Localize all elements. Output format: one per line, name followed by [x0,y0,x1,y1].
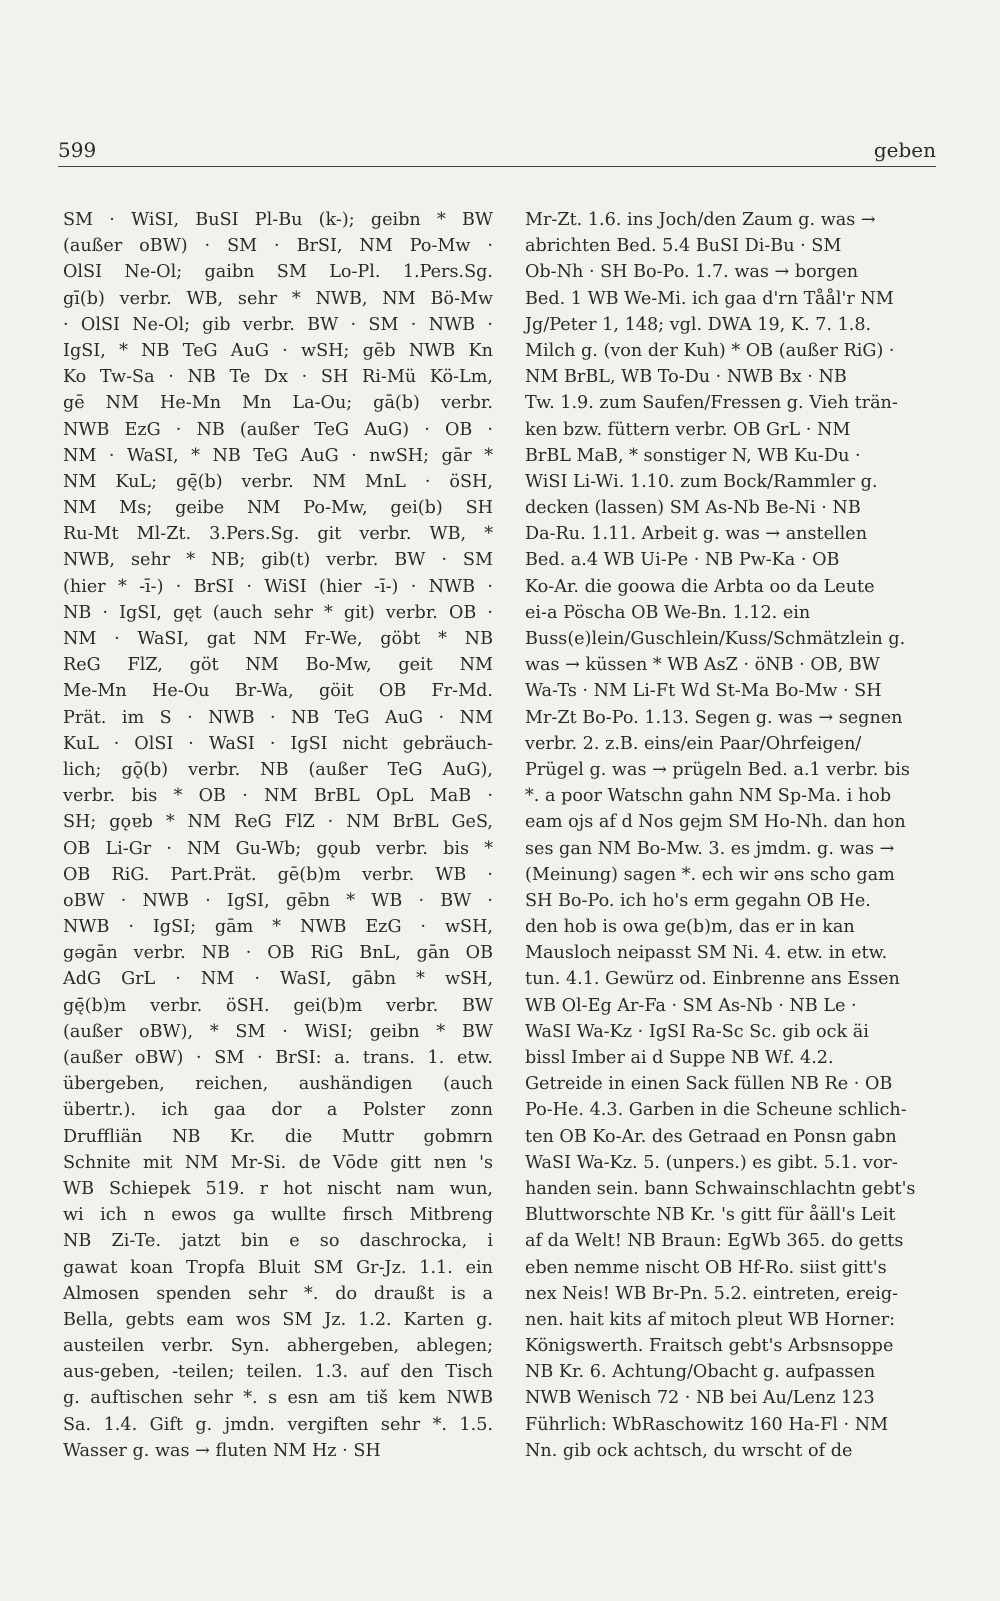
right-column-line: ei-a Pöscha OB We-Bn. 1.12. ein [525,602,811,623]
right-column-line: Prügel g. was → prügeln Bed. a.1 verbr. bis [525,759,910,780]
left-column-line: NM Ms; geibe NM Po-Mw, gei(b) SH [63,498,493,519]
left-column-line: gę̄(b)m verbr. öSH. gei(b)m verbr. BW [63,995,493,1016]
right-column-line: Milch g. (von der Kuh) * OB (außer RiG) · [525,340,895,361]
left-column-line: NWB EzG · NB (außer TeG AuG) · OB · [63,419,493,440]
left-column-line: OB RiG. Part.Prät. gē(b)m verbr. WB · [63,864,493,885]
left-column-line: OB Li-Gr · NM Gu-Wb; gǫub verbr. bis * [63,838,493,859]
left-column-line: verbr. bis * OB · NM BrBL OpL MaB · [63,786,493,807]
left-column-line: oBW · NWB · IgSI, gēbn * WB · BW · [63,890,493,911]
right-column-line: ses gan NM Bo-Mw. 3. es jmdm. g. was → [525,838,895,859]
left-column-line: NM · WaSI, * NB TeG AuG · nwSH; gār * [63,445,493,466]
left-column-line: austeilen verbr. Syn. abhergeben, ablegen; [63,1336,493,1357]
left-column-line: (außer oBW) · SM · BrSI: a. trans. 1. etw. [63,1048,493,1068]
right-column-line: BrBL MaB, * sonstiger N, WB Ku-Du · [525,445,861,466]
running-head: geben [873,138,936,162]
right-column-line: nex Neis! WB Br-Pn. 5.2. eintreten, ereig- [525,1283,899,1304]
left-column-line: KuL · OlSI · WaSI · IgSI nicht gebräuch- [63,733,493,754]
right-column-line: den hob is owa ge(b)m, das er in kan [525,917,855,938]
right-column-line: was → küssen * WB AsZ · öNB · OB, BW [525,655,880,676]
right-column-line: Mr-Zt. 1.6. ins Joch/den Zaum g. was → [525,210,876,230]
left-column-line: Me-Mn He-Ou Br-Wa, göit OB Fr-Md. [63,681,493,702]
left-column-line: Ru-Mt Ml-Zt. 3.Pers.Sg. git verbr. WB, * [63,524,493,545]
right-column [525,207,955,1464]
right-column-line: *. a poor Watschn gahn NM Sp-Ma. i hob [525,786,892,807]
left-column-line: übertr.). ich gaa dor a Polster zonn [63,1100,493,1121]
left-column-line: NM · WaSI, gat NM Fr-We, göbt * NB [63,629,493,649]
right-column-line: Wa-Ts · NM Li-Ft Wd St-Ma Bo-Mw · SH [525,681,882,702]
left-column-line: gē NM He-Mn Mn La-Ou; gā(b) verbr. [63,393,493,414]
right-column-line: tun. 4.1. Gewürz od. Einbrenne ans Essen [525,969,900,990]
right-column-line: verbr. 2. z.B. eins/ein Paar/Ohrfeigen/ [525,733,862,754]
left-column-line: gī(b) verbr. WB, sehr * NWB, NM Bö-Mw [63,288,493,309]
left-column-line: Druffliän NB Kr. die Muttr gobmrn [63,1126,493,1147]
left-column-line: SM · WiSI, BuSI Pl-Bu (k-); geibn * BW [63,210,493,230]
right-column-line: Bed. 1 WB We-Mi. ich gaa d'rn Tåål'r NM [525,288,894,309]
right-column-line: Mausloch neipasst SM Ni. 4. etw. in etw. [525,943,888,964]
left-column-line: NB · IgSI, gęt (auch sehr * git) verbr. OB · [63,602,493,623]
right-column-line: Po-He. 4.3. Garben in die Scheune schlich- [525,1100,907,1121]
left-column-line: NB Zi-Te. jatzt bin e so daschrocka, i [63,1231,493,1252]
right-column-line: eben nemme nischt OB Hf-Ro. siist gitt's [525,1257,887,1278]
right-column-line: eam ojs af d Nos gejm SM Ho-Nh. dan hon [525,812,906,833]
left-column-line: (außer oBW) · SM · BrSI, NM Po-Mw · [63,236,493,257]
right-column-line: af da Welt! NB Braun: EgWb 365. do getts [525,1231,904,1252]
left-column-line: Schnite mit NM Mr-Si. dɐ Vōdɐ gitt nɐn 's [63,1152,493,1173]
left-column-line: AdG GrL · NM · WaSI, gābn * wSH, [63,969,493,990]
left-column-line: (außer oBW), * SM · WiSI; geibn * BW [63,1021,493,1042]
right-column-line: Jg/Peter 1, 148; vgl. DWA 19, K. 7. 1.8. [525,314,872,335]
left-column [63,207,493,1464]
page-number: 599 [58,138,97,162]
right-column-line: SH Bo-Po. ich ho's erm gegahn OB He. [525,890,871,911]
left-column-line: Sa. 1.4. Gift g. jmdn. vergiften sehr *. 1.5. [63,1414,493,1435]
left-column-line: NWB, sehr * NB; gib(t) verbr. BW · SM [63,550,493,571]
left-column-line: IgSI, * NB TeG AuG · wSH; gēb NWB Kn [63,340,493,361]
left-column-line: Wasser g. was → fluten NM Hz · SH [63,1440,381,1461]
left-column-line: übergeben, reichen, aushändigen (auch [63,1074,493,1095]
right-column-line: handen sein. bann Schwainschlachtn gebt's [525,1178,916,1199]
right-column-line: WiSI Li-Wi. 1.10. zum Bock/Rammler g. [525,471,878,492]
right-column-line: Ob-Nh · SH Bo-Po. 1.7. was → borgen [525,262,859,283]
right-column-line: abrichten Bed. 5.4 BuSI Di-Bu · SM [525,236,842,257]
right-column-line: Bluttworschte NB Kr. 's gitt für åäll's Leit [525,1205,896,1226]
page-header [58,138,936,168]
left-column-line: g. auftischen sehr *. s esn am tiš kem NWB [63,1388,493,1409]
left-column-line: Ko Tw-Sa · NB Te Dx · SH Ri-Mü Kö-Lm, [63,367,493,388]
left-column-line: gawat koan Tropfa Bluit SM Gr-Jz. 1.1. ein [63,1257,493,1278]
right-column-line: ken bzw. füttern verbr. OB GrL · NM [525,419,851,440]
right-column-line: Getreide in einen Sack füllen NB Re · OB [525,1074,893,1095]
right-column-line: bissl Imber ai d Suppe NB Wf. 4.2. [525,1048,834,1068]
right-column-line: NB Kr. 6. Achtung/Obacht g. aufpassen [525,1362,876,1383]
left-column-line: ReG FlZ, göt NM Bo-Mw, geit NM [63,655,493,676]
left-column-line: NM KuL; gę̄(b) verbr. NM MnL · öSH, [63,471,493,492]
right-column-line: Nn. gib ock achtsch, du wrscht of de [525,1440,853,1461]
left-column-line: NWB · IgSI; gām * NWB EzG · wSH, [63,917,493,938]
right-column-line: Da-Ru. 1.11. Arbeit g. was → anstellen [525,524,868,545]
left-column-line: OlSI Ne-Ol; gaibn SM Lo-Pl. 1.Pers.Sg. [63,262,493,283]
right-column-line: Bed. a.4 WB Ui-Pe · NB Pw-Ka · OB [525,550,840,571]
left-column-line: SH; gǫɐb * NM ReG FlZ · NM BrBL GeS, [63,812,493,833]
right-column-line: NWB Wenisch 72 · NB bei Au/Lenz 123 [525,1388,875,1409]
right-column-line: Königswerth. Fraitsch gebt's Arbsnsoppe [525,1336,894,1357]
right-column-line: Mr-Zt Bo-Po. 1.13. Segen g. was → segnen [525,707,903,728]
right-column-line: Tw. 1.9. zum Saufen/Fressen g. Vieh trän- [525,393,898,414]
left-column-line: Bella, gebts eam wos SM Jz. 1.2. Karten g. [63,1309,493,1330]
right-column-line: Ko-Ar. die goowa die Arbta oo da Leute [525,576,875,597]
header-rule [58,166,936,167]
left-column-line: · OlSI Ne-Ol; gib verbr. BW · SM · NWB · [63,314,493,335]
left-column-line: lich; gǭ(b) verbr. NB (außer TeG AuG), [63,759,493,780]
right-column-line: Buss(e)lein/Guschlein/Kuss/Schmätzlein g. [525,629,906,649]
left-column-line: Prät. im S · NWB · NB TeG AuG · NM [63,707,493,728]
left-column-line: WB Schiepek 519. r hot nischt nam wun, [63,1178,493,1199]
left-column-line: gəgān verbr. NB · OB RiG BnL, gān OB [63,943,493,964]
right-column-line: Führlich: WbRaschowitz 160 Ha-Fl · NM [525,1414,889,1435]
right-column-line: (Meinung) sagen *. ech wir əns scho gam [525,864,895,885]
right-column-line: WB Ol-Eg Ar-Fa · SM As-Nb · NB Le · [525,995,857,1016]
right-column-line: ten OB Ko-Ar. des Getraad en Ponsn gabn [525,1126,897,1147]
left-column-line: (hier * -ī-) · BrSI · WiSI (hier -ī-) · NWB · [63,576,493,597]
left-column-line: aus-geben, -teilen; teilen. 1.3. auf den Tisch [63,1362,493,1383]
right-column-line: NM BrBL, WB To-Du · NWB Bx · NB [525,367,847,388]
right-column-line: WaSI Wa-Kz · IgSI Ra-Sc Sc. gib ock äi [525,1021,869,1042]
left-column-line: wi ich n ewos ga wullte firsch Mitbreng [63,1205,493,1226]
right-column-line: nen. hait kits af mitoch plɐut WB Horner: [525,1309,896,1330]
right-column-line: decken (lassen) SM As-Nb Be-Ni · NB [525,498,861,519]
right-column-line: WaSI Wa-Kz. 5. (unpers.) es gibt. 5.1. vor- [525,1152,898,1173]
left-column-line: Almosen spenden sehr *. do draußt is a [63,1283,493,1304]
